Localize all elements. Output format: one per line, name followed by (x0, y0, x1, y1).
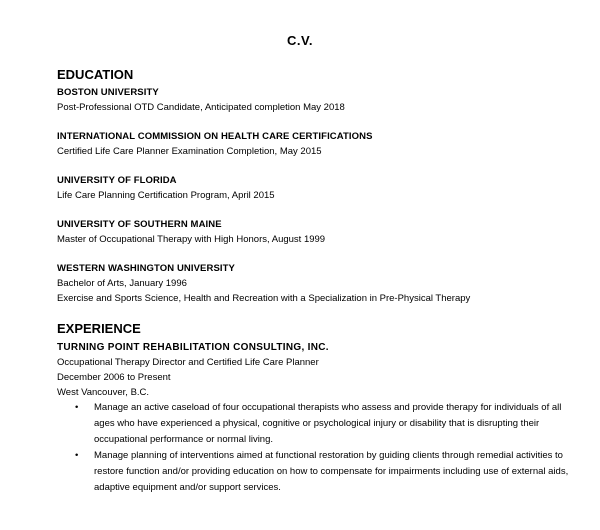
education-entry (57, 218, 577, 247)
education-section (57, 66, 577, 306)
bullet-icon: • (75, 402, 79, 413)
education-entry (57, 130, 577, 159)
institution-name: UNIVERSITY OF FLORIDA (57, 175, 177, 186)
education-detail: Life Care Planning Certification Program, April 2015 (57, 190, 275, 201)
job-dates: December 2006 to Present (57, 372, 171, 383)
responsibility-text: Manage planning of interventions aimed at functional restoration by guiding clients through remedial activities to restore function and/or providing education on how to compensate for impairments including use of external aids, adaptive equipment and/or support services. (94, 450, 569, 493)
cv-content (57, 66, 577, 496)
job-location: West Vancouver, B.C. (57, 387, 150, 398)
education-heading: EDUCATION (57, 67, 134, 82)
education-detail: Post-Professional OTD Candidate, Anticipated completion May 2018 (57, 102, 345, 113)
bullet-icon: • (75, 450, 79, 461)
responsibility-text: Manage an active caseload of four occupational therapists who assess and provide therapy for individuals of all ages who have experienced a physical, cognitive or psychological injury or disability that is disrupting their occupational performance or normal living. (94, 402, 562, 445)
education-detail: Certified Life Care Planner Examination Completion, May 2015 (57, 146, 322, 157)
experience-heading: EXPERIENCE (57, 321, 141, 336)
job-role: Occupational Therapy Director and Certified Life Care Planner (57, 357, 319, 368)
education-entry (57, 262, 577, 306)
company-name: TURNING POINT REHABILITATION CONSULTING, INC. (57, 342, 329, 353)
education-detail: Bachelor of Arts, January 1996 (57, 278, 187, 289)
institution-name: UNIVERSITY OF SOUTHERN MAINE (57, 219, 222, 230)
education-detail: Master of Occupational Therapy with High Honors, August 1999 (57, 234, 326, 245)
responsibility-list (57, 400, 577, 496)
list-item (57, 448, 577, 496)
document-title: C.V. (286, 33, 314, 48)
experience-section (57, 320, 577, 496)
education-entry (57, 86, 577, 115)
education-detail: Exercise and Sports Science, Health and Recreation with a Specialization in Pre-Physical Therapy (57, 293, 471, 304)
institution-name: WESTERN WASHINGTON UNIVERSITY (57, 263, 235, 274)
list-item (57, 400, 577, 448)
institution-name: BOSTON UNIVERSITY (57, 87, 159, 98)
institution-name: INTERNATIONAL COMMISSION ON HEALTH CARE CERTIFICATIONS (57, 131, 373, 142)
education-entry (57, 174, 577, 203)
